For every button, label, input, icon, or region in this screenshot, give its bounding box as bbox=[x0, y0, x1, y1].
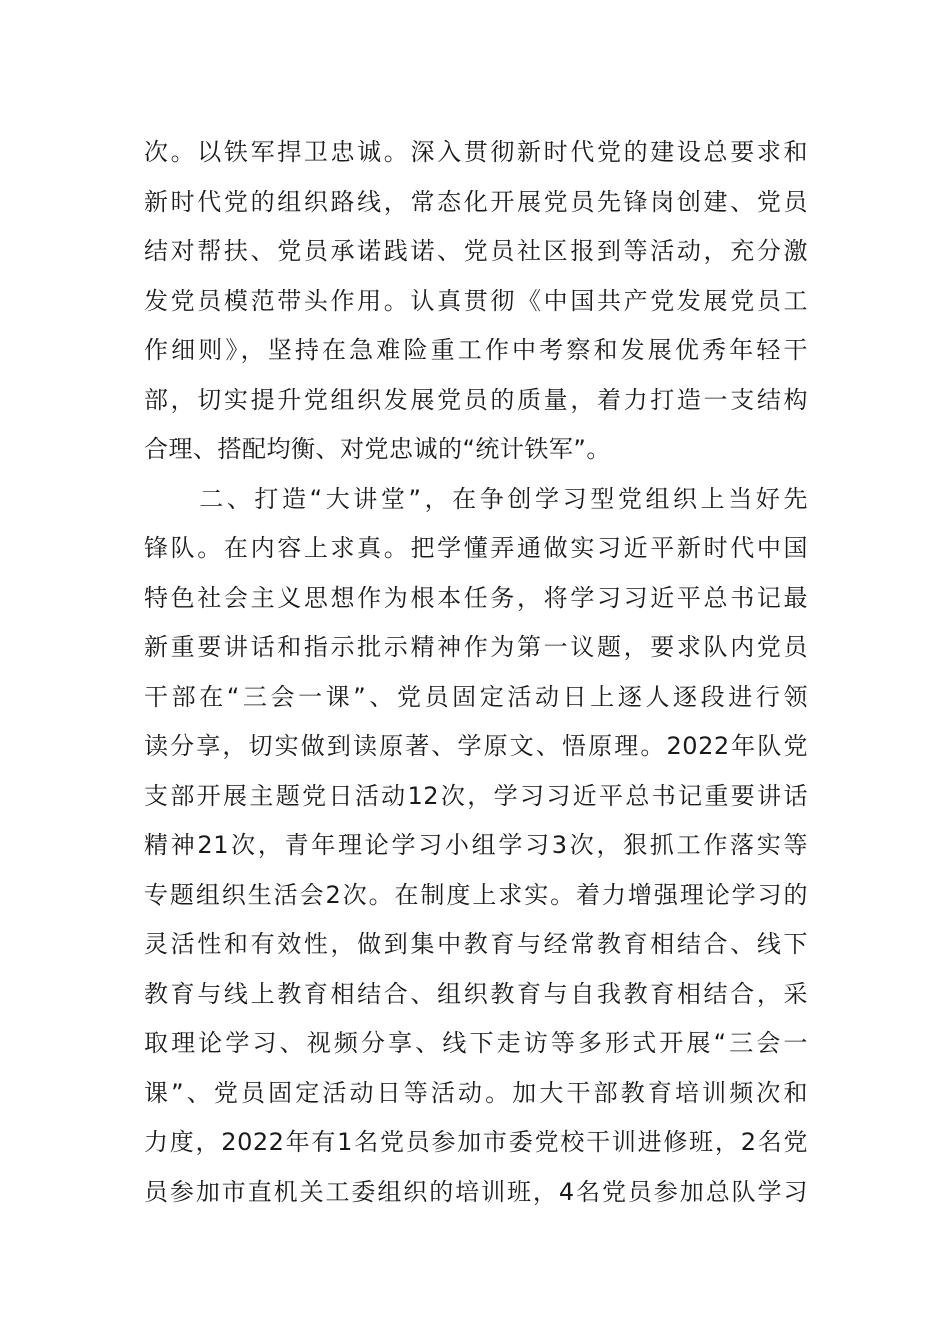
text-line: 新时代党的组织路线，常态化开展党员先锋岗创建、党员 bbox=[144, 187, 808, 216]
text-line: 部，切实提升党组织发展党员的质量，着力打造一支结构 bbox=[144, 385, 808, 414]
text-line: 发党员模范带头作用。认真贯彻《中国共产党发展党员工 bbox=[144, 286, 808, 315]
body-text bbox=[144, 128, 808, 1217]
text-line: 专题组织生活会2次。在制度上求实。着力增强理论学习的 bbox=[144, 880, 808, 909]
text-line: 员参加市直机关工委组织的培训班，4名党员参加总队学习 bbox=[144, 1177, 808, 1206]
text-line: 力度，2022年有1名党员参加市委党校干训进修班，2名党 bbox=[144, 1128, 808, 1156]
text-line: 读分享，切实做到读原著、学原文、悟原理。2022年队党 bbox=[144, 732, 808, 760]
text-line: 合理、搭配均衡、对党忠诚的“统计铁军”。 bbox=[144, 435, 611, 463]
text-line: 支部开展主题党日活动12次，学习习近平总书记重要讲话 bbox=[144, 781, 808, 810]
text-line: 结对帮扶、党员承诺践诺、党员社区报到等活动，充分激 bbox=[144, 237, 808, 265]
text-line: 新重要讲话和指示批示精神作为第一议题，要求队内党员 bbox=[144, 633, 808, 661]
text-line: 次。以铁军捍卫忠诚。深入贯彻新时代党的建设总要求和 bbox=[144, 138, 808, 166]
text-line: 锋队。在内容上求真。把学懂弄通做实习近平新时代中国 bbox=[144, 534, 808, 562]
text-line: 作细则》，坚持在急难险重工作中考察和发展优秀年轻干 bbox=[144, 336, 808, 364]
text-line: 课”、党员固定活动日等活动。加大干部教育培训频次和 bbox=[144, 1078, 808, 1107]
text-line: 取理论学习、视频分享、线下走访等多形式开展“三会一 bbox=[144, 1029, 808, 1057]
text-line: 灵活性和有效性，做到集中教育与经常教育相结合、线下 bbox=[144, 930, 808, 958]
text-line: 精神21次，青年理论学习小组学习3次，狠抓工作落实等 bbox=[144, 831, 808, 859]
section-heading-line: 二、打造“大讲堂”，在争创学习型党组织上当好先 bbox=[144, 484, 808, 513]
text-line: 特色社会主义思想作为根本任务，将学习习近平总书记最 bbox=[144, 583, 808, 612]
text-line: 干部在“三会一课”、党员固定活动日上逐人逐段进行领 bbox=[144, 682, 808, 711]
text-line: 教育与线上教育相结合、组织教育与自我教育相结合，采 bbox=[144, 979, 808, 1008]
